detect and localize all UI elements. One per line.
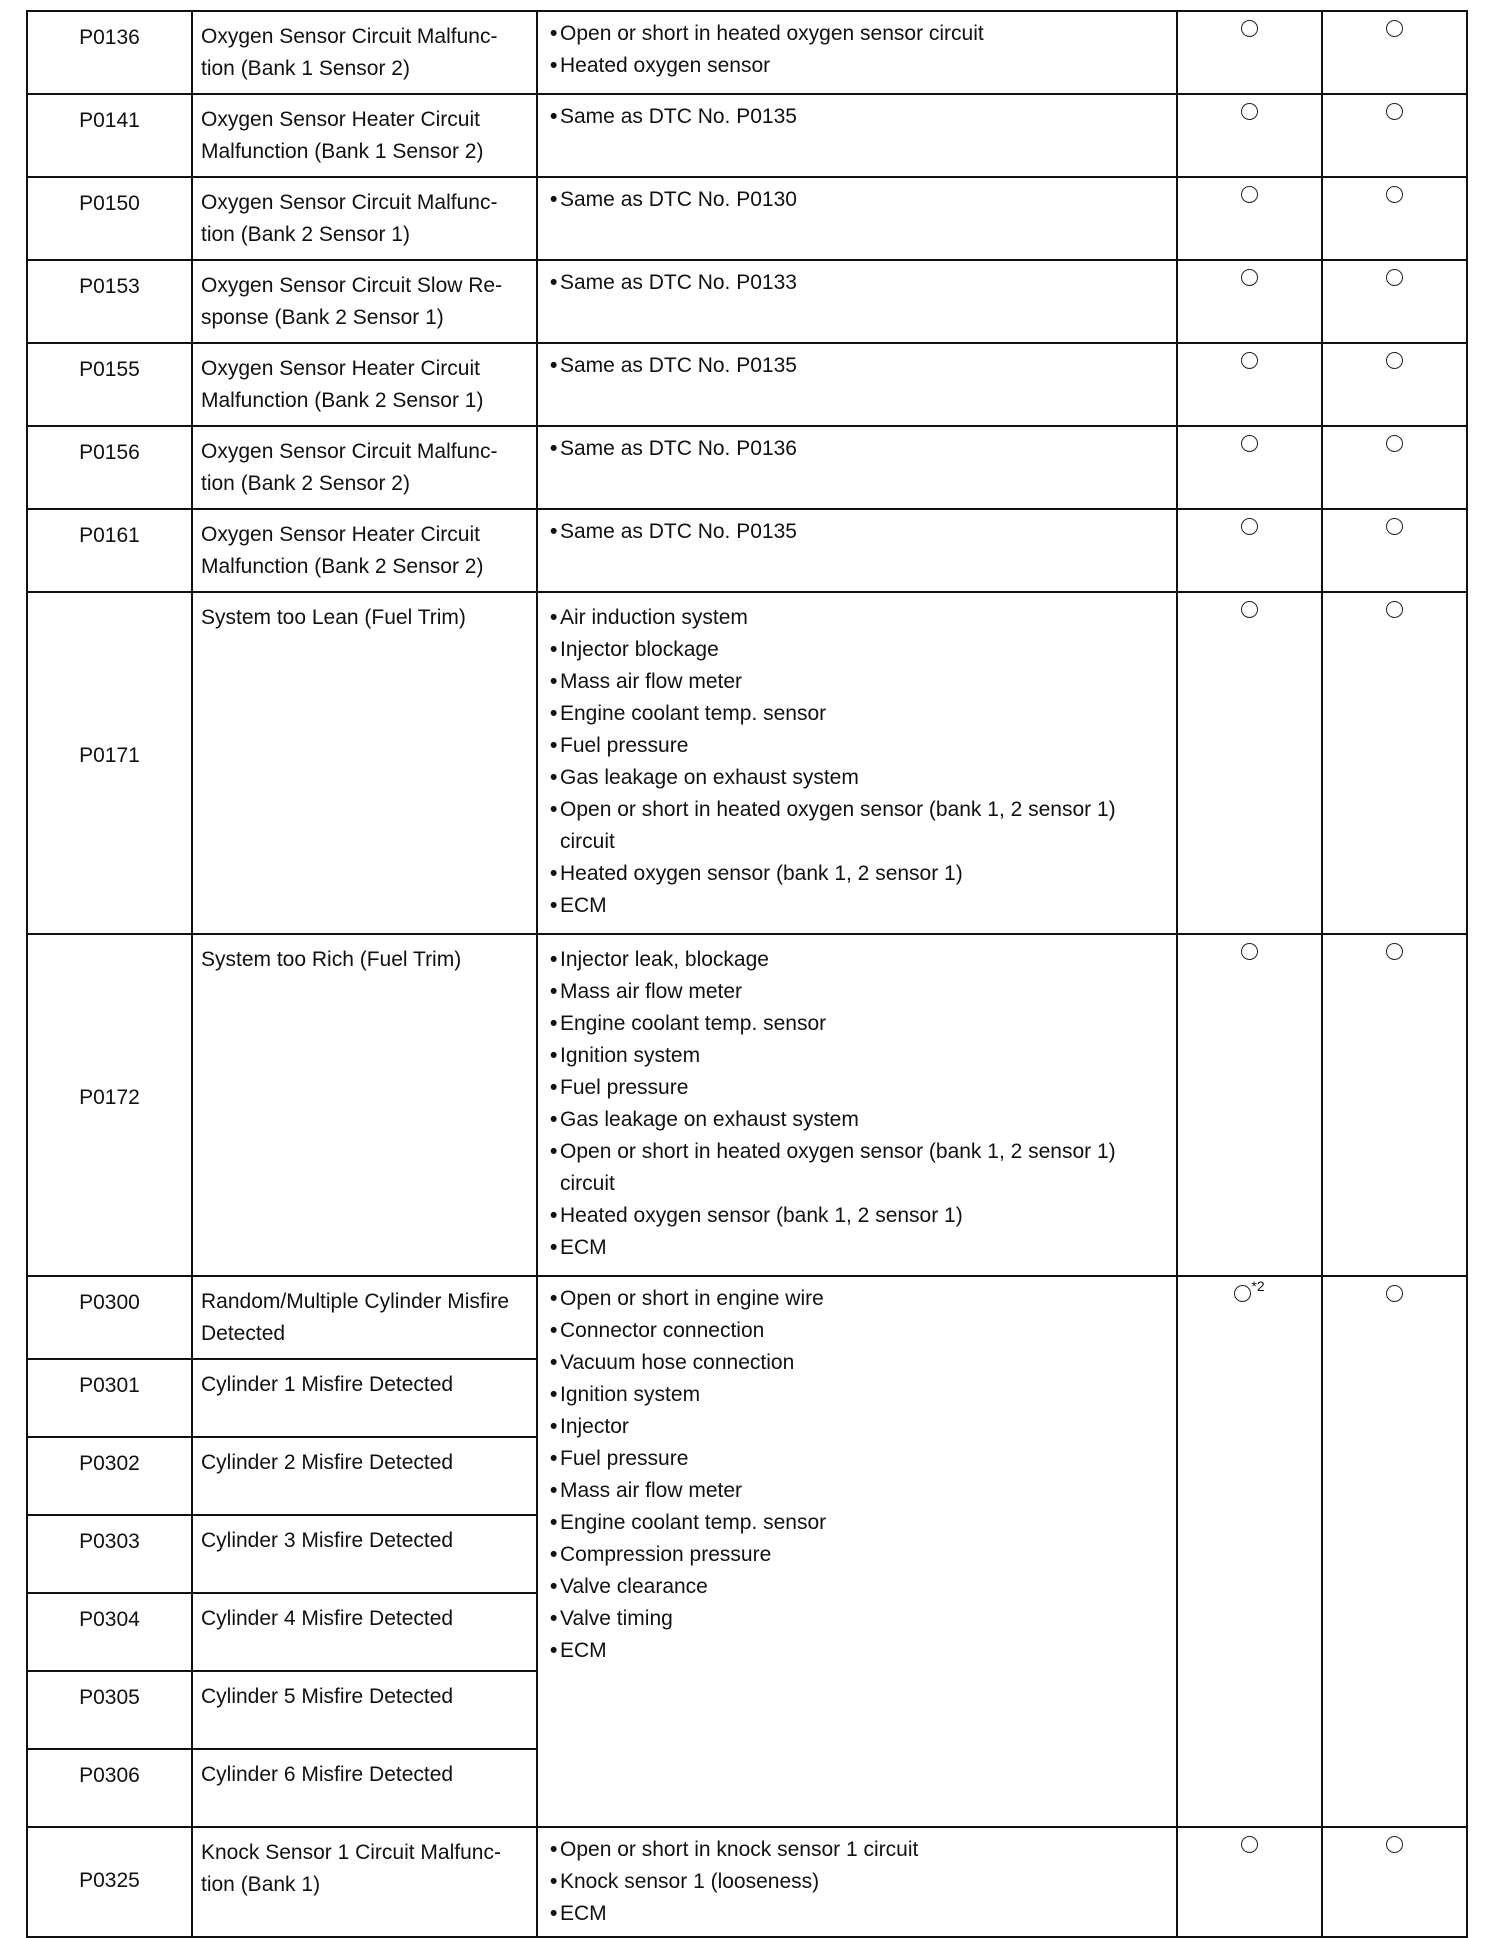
dtc-code-cell: [27, 1437, 192, 1515]
trouble-area-cell: [537, 94, 1177, 177]
dtc-code-cell: [27, 11, 192, 94]
bullet-icon: •: [550, 1076, 558, 1099]
cause-item: [550, 1898, 1166, 1930]
circle-mark-icon: [1386, 352, 1403, 369]
cause-item: [550, 730, 1166, 762]
memory-mark-cell: [1322, 343, 1467, 426]
circle-mark-icon: [1386, 20, 1403, 37]
cause-text: Mass air flow meter: [560, 670, 743, 693]
dtc-name-cell: [192, 11, 537, 94]
bullet-icon: •: [550, 1204, 558, 1227]
bullet-icon: •: [550, 354, 558, 377]
dtc-name: Oxygen Sensor Circuit Malfunc-tion (Bank 1 Sensor 2): [201, 25, 498, 80]
cause-text: Same as DTC No. P0135: [560, 105, 797, 128]
table-row: [27, 11, 1467, 94]
cause-text: Heated oxygen sensor (bank 1, 2 sensor 1): [560, 1204, 963, 1227]
cause-text: Compression pressure: [560, 1543, 772, 1566]
dtc-name: Oxygen Sensor Heater Circuit Malfunction (Bank 2 Sensor 2): [201, 523, 484, 578]
cause-text: Injector leak, blockage: [560, 948, 769, 971]
memory-mark-cell: [1322, 1276, 1467, 1827]
memory-mark-cell: [1322, 509, 1467, 592]
bullet-icon: •: [550, 1838, 558, 1861]
mil-mark-cell: [1177, 11, 1322, 94]
cause-text: Gas leakage on exhaust system: [560, 1108, 859, 1131]
cause-text: Engine coolant temp. sensor: [560, 702, 827, 725]
trouble-area-cell: [537, 260, 1177, 343]
cause-text: Same as DTC No. P0136: [560, 437, 797, 460]
dtc-code: P0303: [79, 1530, 140, 1553]
bullet-icon: •: [550, 1511, 558, 1534]
dtc-code: P0302: [79, 1452, 140, 1475]
cause-text: Vacuum hose connection: [560, 1351, 795, 1374]
bullet-icon: •: [550, 862, 558, 885]
cause-text: Valve clearance: [560, 1575, 708, 1598]
dtc-code-cell: [27, 1827, 192, 1937]
cause-item: [550, 267, 1166, 299]
cause-item: [550, 1008, 1166, 1040]
bullet-icon: •: [550, 1236, 558, 1259]
mil-mark-cell: [1177, 934, 1322, 1276]
dtc-name: Oxygen Sensor Heater Circuit Malfunction (Bank 2 Sensor 1): [201, 357, 484, 412]
circle-mark-icon: [1241, 352, 1258, 369]
cause-text: Same as DTC No. P0135: [560, 520, 797, 543]
cause-item: [550, 1571, 1166, 1603]
memory-mark-cell: [1322, 426, 1467, 509]
cause-text: Injector blockage: [560, 638, 719, 661]
trouble-area-cell: [537, 509, 1177, 592]
cause-item: [550, 1347, 1166, 1379]
dtc-name: Oxygen Sensor Circuit Slow Re-sponse (Bank 2 Sensor 1): [201, 274, 503, 329]
dtc-code: P0171: [79, 744, 140, 767]
cause-text: Same as DTC No. P0133: [560, 271, 797, 294]
dtc-code: P0155: [79, 358, 140, 381]
cause-item: [550, 634, 1166, 666]
cause-text: Fuel pressure: [560, 1447, 689, 1470]
bullet-icon: •: [550, 702, 558, 725]
cause-item: [550, 1283, 1166, 1315]
cause-item: [550, 1040, 1166, 1072]
cause-item: [550, 890, 1166, 922]
dtc-name-cell: [192, 1515, 537, 1593]
memory-mark-cell: [1322, 934, 1467, 1276]
memory-mark-cell: [1322, 11, 1467, 94]
cause-text: Air induction system: [560, 606, 748, 629]
bullet-icon: •: [550, 1351, 558, 1374]
dtc-code-cell: [27, 177, 192, 260]
circle-mark-icon: [1386, 103, 1403, 120]
dtc-code: P0172: [79, 1086, 140, 1109]
circle-mark-icon: [1386, 269, 1403, 286]
dtc-name: Cylinder 6 Misfire Detected: [201, 1763, 454, 1786]
mil-mark-cell: [1177, 1276, 1322, 1827]
bullet-icon: •: [550, 638, 558, 661]
bullet-icon: •: [550, 1479, 558, 1502]
table-row: [27, 94, 1467, 177]
cause-text: Open or short in knock sensor 1 circuit: [560, 1838, 919, 1861]
trouble-area-cell: [537, 592, 1177, 934]
table-row: [27, 177, 1467, 260]
dtc-code: P0306: [79, 1764, 140, 1787]
circle-mark-icon: [1234, 1285, 1251, 1302]
dtc-name: Cylinder 4 Misfire Detected: [201, 1607, 454, 1630]
cause-item: [550, 1136, 1166, 1200]
cause-item: [550, 1834, 1166, 1866]
bullet-icon: •: [550, 1902, 558, 1925]
table-row: [27, 343, 1467, 426]
dtc-code-cell: [27, 426, 192, 509]
bullet-icon: •: [550, 734, 558, 757]
dtc-code: P0301: [79, 1374, 140, 1397]
dtc-code: P0300: [79, 1291, 140, 1314]
circle-mark-icon: [1241, 20, 1258, 37]
mil-mark-cell: [1177, 509, 1322, 592]
circle-mark-icon: [1241, 601, 1258, 618]
cause-item: [550, 1539, 1166, 1571]
cause-text: Fuel pressure: [560, 1076, 689, 1099]
bullet-icon: •: [550, 1639, 558, 1662]
bullet-icon: •: [550, 271, 558, 294]
dtc-name-cell: [192, 1437, 537, 1515]
dtc-name: Cylinder 3 Misfire Detected: [201, 1529, 454, 1552]
cause-text: Mass air flow meter: [560, 980, 743, 1003]
dtc-code-cell: [27, 343, 192, 426]
trouble-area-cell: [537, 426, 1177, 509]
footnote-mark: *2: [1251, 1278, 1265, 1294]
dtc-code: P0136: [79, 26, 140, 49]
bullet-icon: •: [550, 54, 558, 77]
dtc-name: Cylinder 5 Misfire Detected: [201, 1685, 454, 1708]
cause-item: [550, 698, 1166, 730]
trouble-area-cell: [537, 177, 1177, 260]
table-row: [27, 934, 1467, 1276]
circle-mark-icon: [1386, 435, 1403, 452]
dtc-code-cell: [27, 94, 192, 177]
dtc-name: System too Lean (Fuel Trim): [201, 606, 466, 629]
memory-mark-cell: [1322, 592, 1467, 934]
cause-item: [550, 794, 1166, 858]
cause-text: ECM: [560, 1236, 607, 1259]
cause-item: [550, 184, 1166, 216]
cause-item: [550, 516, 1166, 548]
bullet-icon: •: [550, 766, 558, 789]
dtc-code-cell: [27, 260, 192, 343]
cause-item: [550, 1443, 1166, 1475]
trouble-area-cell: [537, 343, 1177, 426]
dtc-name-cell: [192, 592, 537, 934]
dtc-name: Oxygen Sensor Heater Circuit Malfunction (Bank 1 Sensor 2): [201, 108, 484, 163]
bullet-icon: •: [550, 1415, 558, 1438]
cause-item: [550, 50, 1166, 82]
cause-item: [550, 1379, 1166, 1411]
bullet-icon: •: [550, 1140, 558, 1163]
cause-text: Same as DTC No. P0130: [560, 188, 797, 211]
mil-mark-cell: [1177, 426, 1322, 509]
table-row: [27, 1827, 1467, 1937]
circle-mark-icon: [1241, 1836, 1258, 1853]
cause-text: Open or short in heated oxygen sensor circuit: [560, 22, 984, 45]
dtc-code: P0305: [79, 1686, 140, 1709]
cause-text: Fuel pressure: [560, 734, 689, 757]
cause-text: Gas leakage on exhaust system: [560, 766, 859, 789]
dtc-table-body: [27, 11, 1467, 1937]
trouble-area-cell: [537, 934, 1177, 1276]
cause-text: Open or short in heated oxygen sensor (bank 1, 2 sensor 1) circuit: [560, 1140, 1116, 1195]
dtc-name: Random/Multiple Cylinder Misfire Detected: [201, 1290, 510, 1345]
dtc-name-cell: [192, 343, 537, 426]
circle-mark-icon: [1241, 186, 1258, 203]
cause-item: [550, 1475, 1166, 1507]
dtc-name-cell: [192, 934, 537, 1276]
cause-item: [550, 1200, 1166, 1232]
dtc-name-cell: [192, 426, 537, 509]
dtc-name-cell: [192, 94, 537, 177]
table-row: [27, 260, 1467, 343]
dtc-code: P0156: [79, 441, 140, 464]
bullet-icon: •: [550, 1607, 558, 1630]
circle-mark-icon: [1241, 269, 1258, 286]
bullet-icon: •: [550, 1012, 558, 1035]
dtc-code-cell: [27, 1671, 192, 1749]
dtc-name: Cylinder 2 Misfire Detected: [201, 1451, 454, 1474]
table-row: [27, 1276, 1467, 1359]
dtc-name-cell: [192, 1593, 537, 1671]
mil-mark-cell: [1177, 343, 1322, 426]
cause-item: [550, 1072, 1166, 1104]
table-row: [27, 509, 1467, 592]
dtc-code: P0304: [79, 1608, 140, 1631]
dtc-code-cell: [27, 592, 192, 934]
cause-text: ECM: [560, 894, 607, 917]
bullet-icon: •: [550, 980, 558, 1003]
cause-text: Connector connection: [560, 1319, 765, 1342]
dtc-code-cell: [27, 1359, 192, 1437]
mil-mark-cell: [1177, 1827, 1322, 1937]
bullet-icon: •: [550, 1108, 558, 1131]
cause-item: [550, 858, 1166, 890]
bullet-icon: •: [550, 1287, 558, 1310]
cause-text: Open or short in heated oxygen sensor (bank 1, 2 sensor 1) circuit: [560, 798, 1116, 853]
cause-item: [550, 1603, 1166, 1635]
bullet-icon: •: [550, 948, 558, 971]
dtc-name: Cylinder 1 Misfire Detected: [201, 1373, 454, 1396]
circle-mark-icon: [1241, 103, 1258, 120]
circle-mark-icon: [1241, 435, 1258, 452]
dtc-code: P0153: [79, 275, 140, 298]
memory-mark-cell: [1322, 1827, 1467, 1937]
bullet-icon: •: [550, 894, 558, 917]
dtc-name: System too Rich (Fuel Trim): [201, 948, 462, 971]
cause-text: Mass air flow meter: [560, 1479, 743, 1502]
cause-item: [550, 1315, 1166, 1347]
cause-item: [550, 1411, 1166, 1443]
dtc-name-cell: [192, 1749, 537, 1827]
dtc-name-cell: [192, 1276, 537, 1359]
bullet-icon: •: [550, 606, 558, 629]
bullet-icon: •: [550, 105, 558, 128]
memory-mark-cell: [1322, 177, 1467, 260]
memory-mark-cell: [1322, 94, 1467, 177]
bullet-icon: •: [550, 1383, 558, 1406]
dtc-code: P0161: [79, 524, 140, 547]
dtc-code-cell: [27, 934, 192, 1276]
bullet-icon: •: [550, 670, 558, 693]
bullet-icon: •: [550, 22, 558, 45]
cause-text: Heated oxygen sensor: [560, 54, 771, 77]
mil-mark-cell: [1177, 260, 1322, 343]
cause-item: [550, 350, 1166, 382]
cause-item: [550, 944, 1166, 976]
dtc-code-cell: [27, 1515, 192, 1593]
dtc-name-cell: [192, 1671, 537, 1749]
circle-mark-icon: [1386, 518, 1403, 535]
dtc-name-cell: [192, 509, 537, 592]
cause-item: [550, 762, 1166, 794]
dtc-code: P0150: [79, 192, 140, 215]
circle-mark-icon: [1241, 943, 1258, 960]
circle-mark-icon: [1386, 1285, 1403, 1302]
trouble-area-cell: [537, 11, 1177, 94]
bullet-icon: •: [550, 798, 558, 821]
dtc-code-cell: [27, 1593, 192, 1671]
dtc-code-cell: [27, 1276, 192, 1359]
dtc-code: P0325: [79, 1869, 140, 1892]
mil-mark-cell: [1177, 177, 1322, 260]
cause-text: Valve timing: [560, 1607, 673, 1630]
cause-text: Open or short in engine wire: [560, 1287, 824, 1310]
dtc-name-cell: [192, 1359, 537, 1437]
bullet-icon: •: [550, 188, 558, 211]
cause-text: ECM: [560, 1902, 607, 1925]
cause-text: Knock sensor 1 (looseness): [560, 1870, 820, 1893]
dtc-name-cell: [192, 177, 537, 260]
table-row: [27, 426, 1467, 509]
cause-item: [550, 1232, 1166, 1264]
cause-item: [550, 433, 1166, 465]
cause-item: [550, 602, 1166, 634]
cause-item: [550, 1507, 1166, 1539]
cause-text: Ignition system: [560, 1383, 701, 1406]
trouble-area-cell: [537, 1276, 1177, 1827]
cause-item: [550, 18, 1166, 50]
cause-text: Same as DTC No. P0135: [560, 354, 797, 377]
dtc-table: [26, 10, 1468, 1938]
cause-item: [550, 1635, 1166, 1667]
memory-mark-cell: [1322, 260, 1467, 343]
dtc-name: Oxygen Sensor Circuit Malfunc-tion (Bank 2 Sensor 1): [201, 191, 498, 246]
cause-text: Engine coolant temp. sensor: [560, 1012, 827, 1035]
cause-text: Heated oxygen sensor (bank 1, 2 sensor 1): [560, 862, 963, 885]
cause-text: Ignition system: [560, 1044, 701, 1067]
circle-mark-icon: [1386, 1836, 1403, 1853]
cause-item: [550, 1866, 1166, 1898]
bullet-icon: •: [550, 1870, 558, 1893]
cause-text: Injector: [560, 1415, 629, 1438]
cause-item: [550, 101, 1166, 133]
bullet-icon: •: [550, 1543, 558, 1566]
bullet-icon: •: [550, 1319, 558, 1342]
circle-mark-icon: [1386, 601, 1403, 618]
cause-item: [550, 1104, 1166, 1136]
trouble-area-cell: [537, 1827, 1177, 1937]
mil-mark-cell: [1177, 592, 1322, 934]
mil-mark-cell: [1177, 94, 1322, 177]
dtc-name: Knock Sensor 1 Circuit Malfunc-tion (Bank 1): [201, 1841, 501, 1896]
dtc-code-cell: [27, 1749, 192, 1827]
circle-mark-icon: [1241, 518, 1258, 535]
dtc-code-cell: [27, 509, 192, 592]
cause-item: [550, 666, 1166, 698]
cause-item: [550, 976, 1166, 1008]
dtc-name-cell: [192, 260, 537, 343]
bullet-icon: •: [550, 1044, 558, 1067]
dtc-name-cell: [192, 1827, 537, 1937]
circle-mark-icon: [1386, 943, 1403, 960]
bullet-icon: •: [550, 520, 558, 543]
dtc-code: P0141: [79, 109, 140, 132]
bullet-icon: •: [550, 1575, 558, 1598]
cause-text: ECM: [560, 1639, 607, 1662]
dtc-name: Oxygen Sensor Circuit Malfunc-tion (Bank 2 Sensor 2): [201, 440, 498, 495]
bullet-icon: •: [550, 1447, 558, 1470]
table-row: [27, 592, 1467, 934]
circle-mark-icon: [1386, 186, 1403, 203]
bullet-icon: •: [550, 437, 558, 460]
cause-text: Engine coolant temp. sensor: [560, 1511, 827, 1534]
